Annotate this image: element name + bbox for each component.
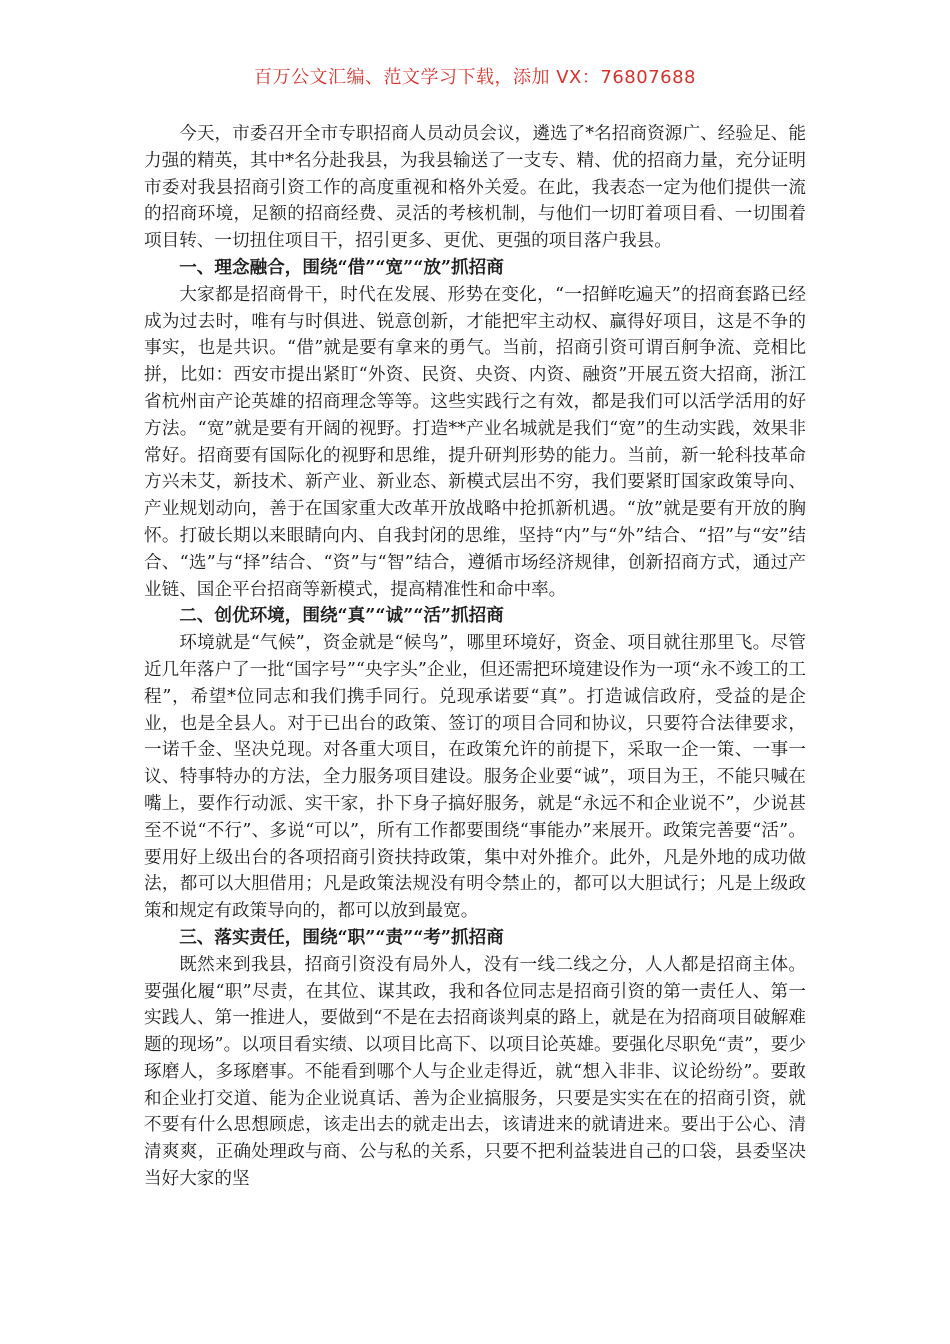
- section-heading-2: 二、创优环境，围绕“真”“诚”“活”抓招商: [179, 605, 504, 627]
- watermark-banner: 百万公文汇编、范文学习下载，添加 VX：76807688: [254, 67, 696, 88]
- section-heading-1: 一、理念融合，围绕“借”“宽”“放”抓招商: [179, 256, 504, 278]
- section-2-paragraph: 环境就是“气候”，资金就是“候鸟”，哪里环境好，资金、项目就往那里飞。尽管近几年落户了一批“国字号”“央字头”企业，但还需把环境建设作为一项“永不竣工的工程”，希望*位同志和我们携手同行。兑现承诺要“真”。打造诚信政府，受益的是企业，也是全县人。对于已出台的政策、签订的项目合同和协议，只要符合法律要求，一诺千金、坚决兑现。对各重大项目，在政策允许的前提下，采取一企一策、一事一议、特事特办的方法，全力服务项目建设。服务企业要“诚”，项目为王，不能只喊在嘴上，要作行动派、实干家，扑下身子搞好服务，就是“永远不和企业说不”，少说甚至不说“不行”、多说“可以”，所有工作都要围绕“事能办”来展开。政策完善要“活”。要用好上级出台的各项招商引资扶持政策，集中对外推介。此外，凡是外地的成功做法，都可以大胆借用；凡是政策法规没有明令禁止的，都可以大胆试行；凡是上级政策和规定有政策导向的，都可以放到最宽。: [144, 633, 806, 922]
- intro-paragraph: 今天，市委召开全市专职招商人员动员会议，遴选了*名招商资源广、经验足、能力强的精英，其中*名分赴我县，为我县输送了一支专、精、优的招商力量，充分证明市委对我县招商引资工作的高度重视和格外关爱。在此，我表态一定为他们提供一流的招商环境，足额的招商经费、灵活的考核机制，与他们一切盯着项目看、一切围着项目转、一切扭住项目干，招引更多、更优、更强的项目落户我县。: [144, 124, 806, 252]
- document-body: [144, 121, 806, 1193]
- section-3-paragraph: 既然来到我县，招商引资没有局外人，没有一线二线之分，人人都是招商主体。要强化履“职”尽责，在其位、谋其政，我和各位同志是招商引资的第一责任人、第一实践人、第一推进人，要做到“不是在去招商谈判桌的路上，就是在为招商项目破解难题的现场”。以项目看实绩、以项目比高下、以项目论英雄。要强化尽职免“责”，要少琢磨人，多琢磨事。不能看到哪个人与企业走得近，就“想入非非、议论纷纷”。要敢和企业打交道、能为企业说真话、善为企业搞服务，只要是实实在在的招商引资，就不要有什么思想顾虑，该走出去的就走出去，该请进来的就请进来。要出于公心、清清爽爽，正确处理政与商、公与私的关系，只要不把利益装进自己的口袋，县委坚决当好大家的坚: [144, 954, 806, 1190]
- section-1-paragraph: 大家都是招商骨干，时代在发展、形势在变化，“一招鲜吃遍天”的招商套路已经成为过去时，唯有与时俱进、锐意创新，才能把牢主动权、赢得好项目，这是不争的事实，也是共识。“借”就是要有拿来的勇气。当前，招商引资可谓百舸争流、竞相比拼，比如：西安市提出紧盯“外资、民资、央资、内资、融资”开展五资大招商，浙江省杭州亩产论英雄的招商理念等等。这些实践行之有效，都是我们可以活学活用的好方法。“宽”就是要有开阔的视野。打造**产业名城就是我们“宽”的生动实践，效果非常好。招商要有国际化的视野和思维，提升研判形势的能力。当前，新一轮科技革命方兴未艾，新技术、新产业、新业态、新模式层出不穷，我们要紧盯国家政策导向、产业规划动向，善于在国家重大改革开放战略中抢抓新机遇。“放”就是要有开放的胸怀。打破长期以来眼睛向内、自我封闭的思维，坚持“内”与“外”结合、“招”与“安”结合、“选”与“择”结合、“资”与“智”结合，遵循市场经济规律，创新招商方式，通过产业链、国企平台招商等新模式，提高精准性和命中率。: [144, 284, 806, 600]
- section-heading-3: 三、落实责任，围绕“职”“责”“考”抓招商: [179, 926, 504, 948]
